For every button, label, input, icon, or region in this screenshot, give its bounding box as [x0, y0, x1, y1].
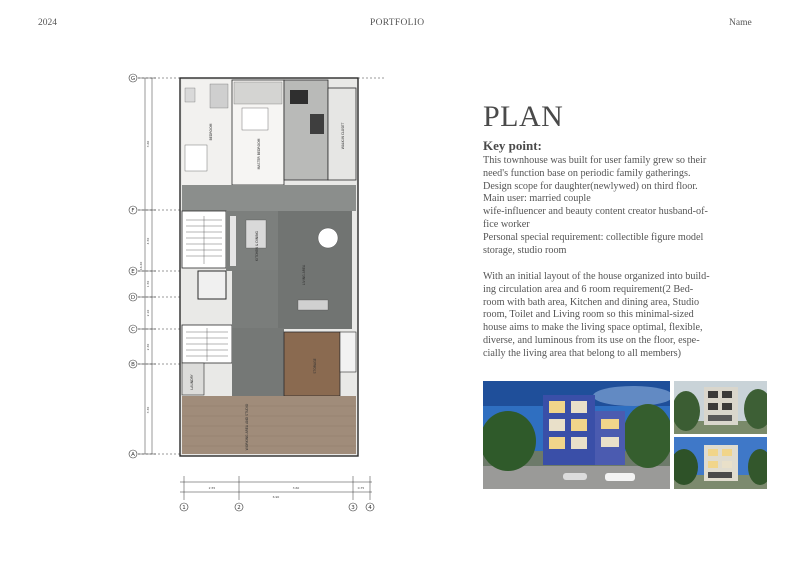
- master-bed-icon: [242, 108, 268, 130]
- sofa-icon: [298, 300, 328, 310]
- room-label-working-area: WORKING AREA AND STUDIO: [245, 403, 249, 451]
- living-area-floor: [278, 211, 352, 329]
- hall-floor: [232, 270, 278, 328]
- bath-tile-area: [210, 84, 228, 108]
- grid-bubbles-vertical: [129, 74, 137, 458]
- description-paragraph-1: This townhouse was built for user family grew so their need's function base on periodic family gatherings. Design scope for daughter(newlywed) on third floor. Main user: married couple wife-influencer and beauty content creator husband-of- fice worker Personal special requirement: collectible figure model storage, studio room: [483, 155, 708, 256]
- grid-label-g: G: [130, 76, 136, 82]
- floor-plan: [120, 70, 385, 520]
- room-label-master-bedroom: MASTER BEDROOM: [257, 138, 261, 170]
- grid-label-3: 3: [351, 505, 355, 511]
- exterior-render-side-bottom: [674, 437, 767, 489]
- grid-label-f: F: [131, 208, 135, 214]
- dim-h1: 2.55: [208, 486, 216, 490]
- grid-label-2: 2: [237, 505, 241, 511]
- room-label-living-area: LIVING AREA: [302, 264, 306, 286]
- grid-bubbles-horizontal: [180, 503, 374, 511]
- grid-label-b: B: [131, 362, 135, 368]
- dim-h2: 3.60: [292, 486, 300, 490]
- grid-label-4: 4: [368, 505, 372, 511]
- round-table-icon: [318, 228, 338, 248]
- corridor-floor: [182, 185, 356, 211]
- grid-label-a: A: [131, 452, 135, 458]
- dim-2: 4.50: [146, 237, 150, 245]
- header-portfolio: PORTFOLIO: [370, 18, 425, 28]
- elevator-shaft: [198, 271, 226, 299]
- dim-h3: 0.75: [357, 486, 365, 490]
- exterior-render-main: [483, 381, 670, 489]
- dim-total-horizontal: 6.90: [272, 495, 280, 499]
- header-name: Name: [729, 18, 752, 28]
- grid-label-1: 1: [182, 505, 186, 511]
- grid-label-c: C: [131, 327, 135, 333]
- dim-4: 2.10: [146, 309, 150, 317]
- bath-icon: [185, 88, 195, 102]
- room-label-bedroom: BEDROOM: [209, 123, 213, 141]
- dim-1: 3.60: [146, 140, 150, 148]
- grid-label-d: D: [130, 295, 136, 301]
- grid-label-e: E: [131, 269, 135, 275]
- storage-floor: [284, 332, 340, 396]
- working-area-floor: [182, 396, 356, 454]
- bed-icon: [185, 145, 207, 171]
- header-year: 2024: [38, 18, 57, 28]
- master-bath-area: [234, 82, 282, 104]
- dim-6: 3.30: [146, 406, 150, 414]
- toilet-room: [340, 332, 356, 372]
- kitchen-counter: [230, 216, 236, 266]
- exterior-render-side-top: [674, 381, 767, 434]
- lower-hall-floor: [232, 328, 284, 396]
- dim-3: 1.50: [146, 280, 150, 288]
- room-label-storage: STORAGE: [313, 358, 317, 374]
- room-label-kitchen-dining: KITCHEN & DINING: [255, 231, 259, 261]
- shower-icon: [310, 114, 324, 134]
- room-label-laundry: LAUNDRY: [190, 374, 194, 390]
- plan-title: PLAN: [483, 100, 564, 133]
- key-point-heading: Key point:: [483, 138, 542, 153]
- bathtub-icon: [290, 90, 308, 104]
- dim-total-vertical: 16.40: [139, 261, 143, 271]
- description-paragraph-2: With an initial layout of the house organized into build- ing circulation area and 6 room requirement(2 Bed- room with bath area, Kitchen and dining area, Studio room, Toilet and Living room so this minimal-sized house aims to make the living space optimal, flexible, diverse, and luminous from its use on the floor, espe- cially the living area that belong to all members): [483, 271, 710, 359]
- dim-5: 2.30: [146, 343, 150, 351]
- room-label-walk-in-closet: WALK-IN CLOSET: [341, 122, 345, 150]
